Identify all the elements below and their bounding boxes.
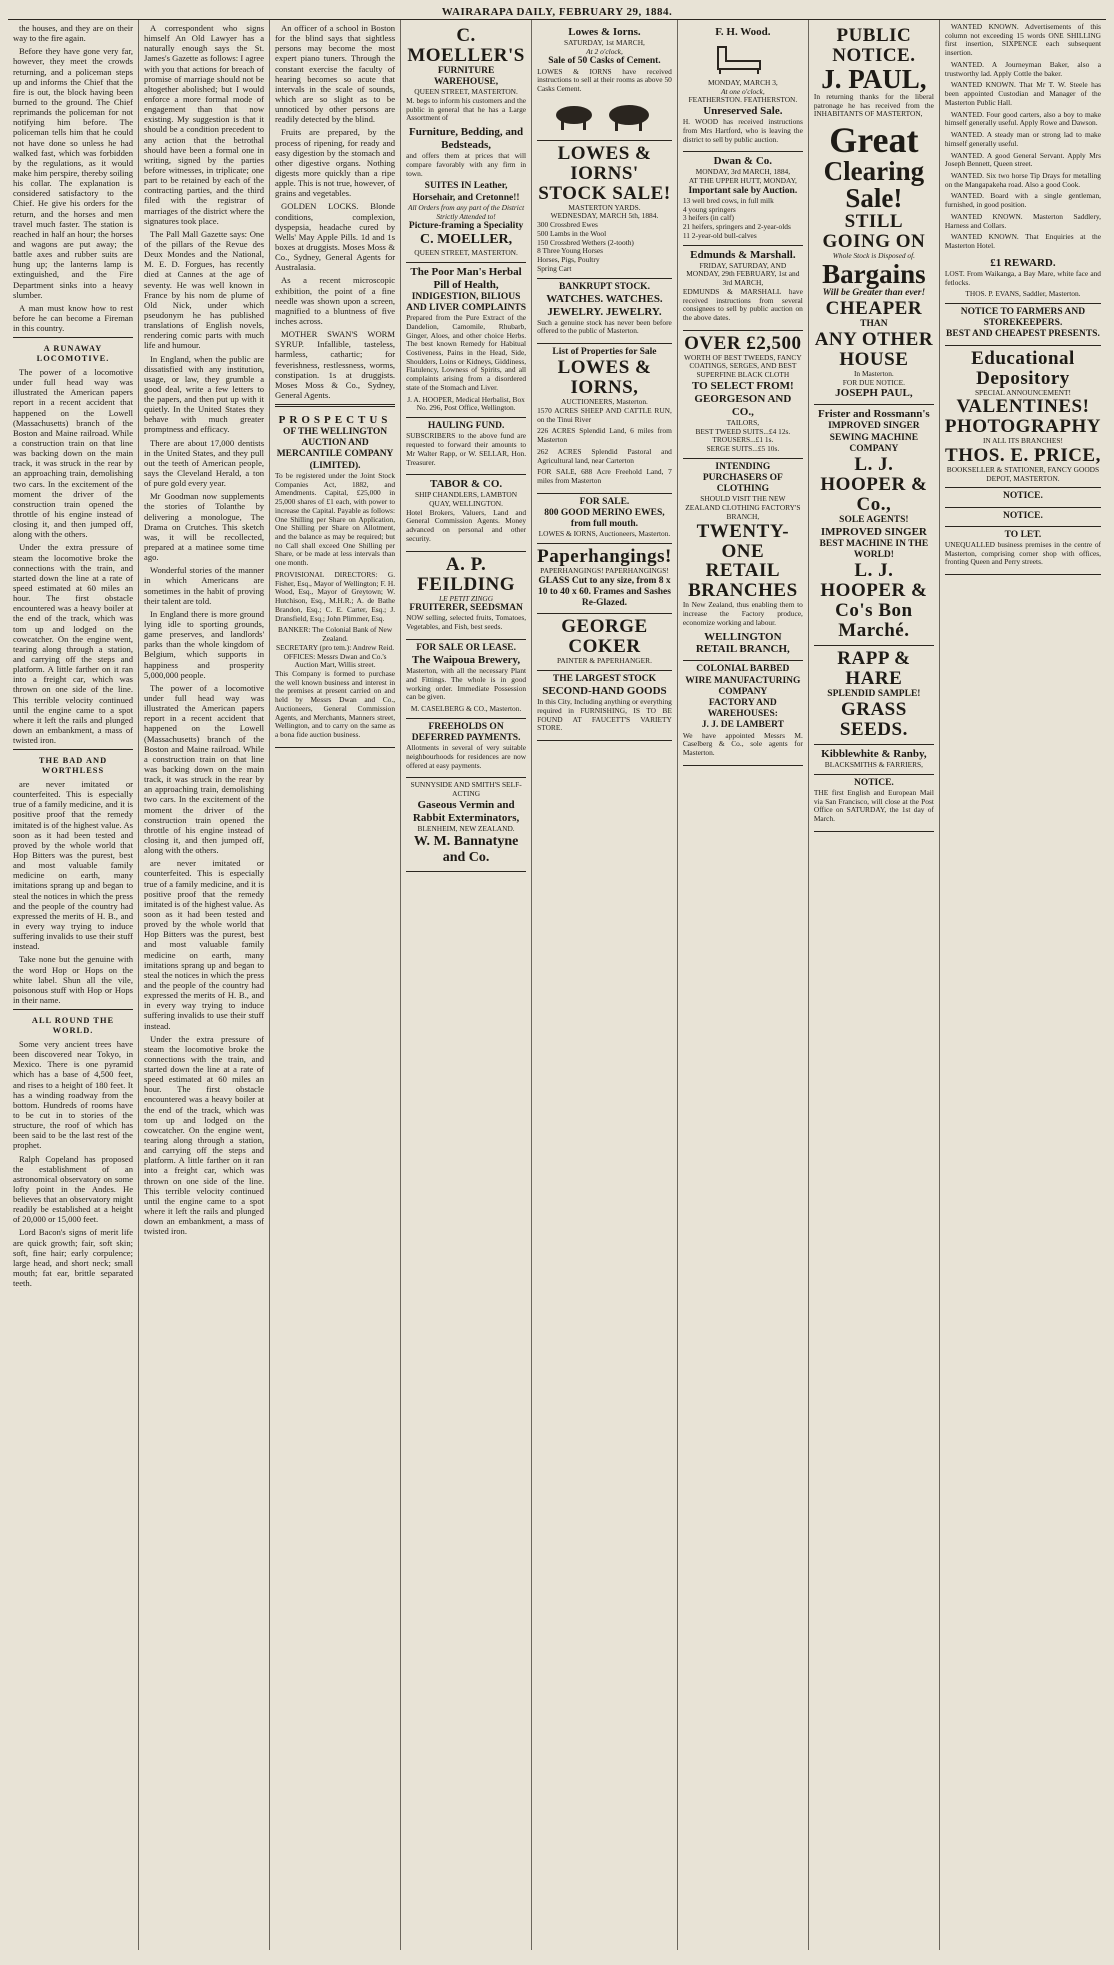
article-para: Lord Bacon's signs of merit life are quick growth; fair, soft skin; soft, fine hair; early corpulence; large head, and short neck; small mouth; fat ear, brittle separated teeth.	[13, 1227, 134, 1289]
article-para: Mr Goodman now supplements the stories of Tolanthe by delivering a monologue, The Drama on Crutches. This sketch was, it will be recollected, prepared at a matinee some time ago.	[144, 491, 265, 563]
lowes-heading: Lowes & Iorns.	[568, 26, 641, 38]
wanted-ad: WANTED KNOWN. Advertisements of this column not exceeding 15 words ONE SHILLING first insertion, SIXPENCE each subsequent insertion.	[944, 22, 1101, 58]
price-sub: BOOKSELLER & STATIONER, FANCY GOODS DEPOT, MASTERTON.	[946, 464, 1100, 483]
moeller-address2: QUEEN STREET, MASTERTON.	[414, 247, 518, 257]
wood-time: At one o'clock,	[721, 86, 765, 96]
wanted-ad: WANTED. Board with a single gentleman, furnished, in good position.	[944, 191, 1101, 210]
hooper-bon-marche: L. J. HOOPER & Co's Bon Marché.	[820, 560, 928, 642]
lambert-heading: J. J. DE LAMBERT	[701, 720, 784, 731]
georgeson-price: SERGE SUITS...£5 10s.	[706, 444, 780, 454]
paper-sub: PAPERHANGINGS! PAPERHANGINGS!	[540, 566, 669, 576]
lots-heading: List of Properties for Sale	[552, 347, 657, 358]
stock-item: 500 Lambs in the Wool	[537, 228, 607, 238]
stock-item: 8 Three Young Horses	[537, 246, 604, 256]
ad-tabor	[406, 475, 526, 551]
dwan-item: 4 young springers	[682, 204, 736, 214]
lots-by: LOWES & IORNS,	[557, 357, 652, 399]
ad-kibblewhite	[814, 745, 934, 775]
improved-singer: IMPROVED SINGER	[820, 525, 927, 538]
column-6	[678, 20, 809, 1950]
sale-heading: FOR SALE.	[579, 496, 630, 507]
stock-item: 150 Crossbred Wethers (2-tooth)	[537, 237, 634, 247]
let-text: UNEQUALLED business premises in the centre of Masterton, comprising corner shop with offices, fronting Queen and Perry streets.	[944, 539, 1101, 567]
georgeson-heading: GEORGESON AND CO.,	[694, 392, 792, 418]
stock-heading: LOWES & IORNS' STOCK SALE!	[538, 142, 671, 204]
reward-text: LOST. From Waikanga, a Bay Mare, white face and fetlocks.	[944, 268, 1101, 287]
farmers-heading: NOTICE TO FARMERS AND STOREKEEPERS.	[960, 307, 1086, 329]
purchasers-heading: INTENDING PURCHASERS OF CLOTHING	[702, 461, 783, 495]
ad-farmers-notice	[945, 304, 1101, 346]
georgeson-price: TROUSERS...£1 1s.	[712, 435, 774, 445]
ad-moeller	[406, 23, 526, 263]
prospectus-body: To be registered under the Joint Stock Companies Act, 1882, and Amendments. Capital, £25,000 in 25,000 shares of £1 each, with power to increase the Capital. Payable as follows: One Shilling per Share on Application, One Shilling per Share on Allotment, and the balance as may be required; but no Call shall exceed One Shilling per Share, or be made at less intervals than one month.	[275, 470, 396, 568]
ad-bankrupt-stock	[537, 279, 672, 345]
ad-edmunds-marshall	[683, 246, 803, 331]
ed-text: EDMUNDS & MARSHALL have received instructions from several consignees to sell by public auction on the above dates.	[682, 286, 803, 323]
kib-sub: BLACKSMITHS & FARRIERS,	[824, 759, 923, 769]
ad-rapp-hare	[814, 646, 934, 745]
dwan-item: 3 heifers (in calf)	[682, 213, 734, 223]
headline-all-round-world: ALL ROUND THE WORLD.	[31, 1016, 115, 1036]
article-para: The Pall Mall Gazette says: One of the pillars of the Revue des Deux Mondes and the National, M. E. D. Forgues, has recently died at Cannes at the age of seventy. He was well known in France by his nom de plume of Old Nick, under which pseudonym he has published translations of English novels, rendering comic parts with much life and humour.	[144, 228, 265, 351]
article-para: Fruits are prepared, by the process of ripening, for ready and easy digestion by the stomach and other digestive organs. Nothing digests more quickly than a ripe apple. This is not true, however, of grains and vegetables.	[275, 127, 396, 199]
lowes-date: SATURDAY, 1st MARCH,	[564, 37, 645, 47]
largest-sub: SECOND-HAND GOODS	[542, 685, 667, 698]
dwan-item: 21 heifers, springers and 2-year-olds	[682, 222, 791, 232]
sole-agents: SOLE AGENTS!	[839, 514, 909, 525]
notice3-heading: NOTICE.	[1003, 510, 1043, 521]
splendid-heading: SPLENDID SAMPLE!	[827, 688, 921, 699]
sunny-title: Gaseous Vermin and Rabbit Exterminators,	[412, 798, 520, 824]
wanted-ad: WANTED KNOWN. Masterton Saddlery, Harness and Collars.	[944, 211, 1101, 230]
dwan-place: AT THE UPPER HUTT, MONDAY,	[688, 176, 797, 186]
ad-reward	[945, 254, 1101, 304]
prospectus-banker: BANKER: The Colonial Bank of New Zealand.	[277, 625, 393, 644]
lots-item: 262 ACRES Splendid Pastoral and Agricultural land, near Carterton	[537, 446, 672, 465]
stock-item: 300 Crossbred Ewes	[537, 220, 598, 230]
ad-dwan	[683, 152, 803, 245]
article-para: are never imitated or counterfeited. This is especially true of a family medicine, and it is positive proof that the remedy imitated is of the highest value. As soon as it had been tested and proved by the whole world that Hop Bitters was the purest, best and most valuable family medicine on earth, many imitations sprang up and began to steal the notices in which the press and the people of the country had expressed the merits of H. B., and in every way trying to induce suffering invalids to use their stuff instead.	[13, 779, 134, 952]
dwan-sale: Important sale by Auction.	[688, 185, 798, 196]
lease-signature: M. CASELBERG & CO., Masterton.	[410, 704, 522, 714]
masthead	[8, 6, 1106, 20]
column-4	[401, 20, 532, 1950]
dwan-item: 11 2-year-old bull-calves	[682, 230, 757, 240]
prospectus-text: This Company is formed to purchase the well known business and interest in the premises at present carried on and held by Messrs Dwan and Co., Auctioneers, General Commission Agents, and Merchants, Manners street, Wellington, and to carry on the same as a bona fide auction business.	[275, 669, 396, 740]
moeller-text2: and offers them at prices that will compare favorably with any firm in town.	[406, 151, 527, 178]
article-para: A man must know how to rest before he can become a Fireman in this country.	[13, 302, 134, 334]
ad-brewery-lease	[406, 640, 526, 719]
lots-item: 1570 ACRES SHEEP AND CATTLE RUN, on the Tinui River	[537, 405, 672, 424]
prospectus-sub: OF THE WELLINGTON AUCTION AND MERCANTILE COMPANY (LIMITED).	[276, 427, 394, 471]
article-para: the houses, and they are on their way to the fire again.	[13, 23, 134, 44]
article-para: A correspondent who signs himself An Old Lawyer has a naturally enough says the St. James's Gazette as follows: I agree with you that actions for breach of promise of marriage should not be altogether abolished; but I would enforce a more formal mode of engagement than that now existing. My suggestion is that it should be a condition precedent to any action that the betrothal should have been a formal one in writing, signed by the parties before witnesses, in triplicate; one part to be retained by each of the contracting parties, and the third filed with the registrar of marriages of the district where the signatures took place.	[144, 23, 265, 226]
joseph-paul: JOSEPH PAUL,	[835, 387, 913, 400]
wanted-ad: WANTED. A steady man or strong lad to make himself generally useful.	[944, 130, 1101, 148]
purchasers-text: SHOULD VISIT THE NEW ZEALAND CLOTHING FACTORY'S BRANCH,	[685, 494, 801, 521]
feilding-sub: LE PETIT ZINGG	[439, 593, 494, 603]
article-para: In England there is more ground lying idle to sporting grounds, game preserves, and landlords' parks than the whole kingdom of Belgium, which supports in happiness and prosperity 5,000,000 people.	[144, 608, 265, 680]
feilding-trade: FRUITERER, SEEDSMAN	[409, 603, 523, 614]
wanted-ad: WANTED. A Journeyman Baker, also a trustworthy lad. Apply Cottle the baker.	[944, 59, 1101, 78]
column-5	[532, 20, 678, 1950]
wood-sale: Unreserved Sale.	[703, 105, 783, 118]
sale-text: 800 GOOD MERINO EWES, from full mouth.	[544, 508, 665, 530]
in-masterton: In Masterton.	[853, 368, 894, 378]
column-8	[940, 20, 1106, 1950]
whole-stock: Whole Stock is Disposed of.	[832, 250, 916, 260]
divider	[275, 404, 395, 407]
price-heading: THOS. E. PRICE,	[945, 444, 1101, 466]
sale-signature: LOWES & IORNS, Auctioneers, Masterton.	[538, 529, 671, 539]
georgeson-sub: TAILORS,	[726, 417, 760, 427]
ad-wood-featherston	[683, 23, 803, 152]
wanted-ad: WANTED KNOWN. That Mr T. W. Steele has been appointed Custodian and Manager of the Masterton Public Hall.	[944, 80, 1101, 107]
lowes-time: At 2 o'clock,	[586, 46, 623, 56]
columns	[8, 20, 1106, 1950]
dwan-item: 13 well bred cows, in full milk	[682, 195, 774, 205]
masthead-title: WAIRARAPA DAILY, FEBRUARY 29, 1884.	[441, 6, 673, 19]
let-heading: TO LET.	[1004, 529, 1042, 540]
bargains-heading: Bargains	[822, 258, 926, 289]
article-para: Some very ancient trees have been discovered near Tokyo, in Mexico. There is one pyramid which has a base of 4,500 feet, and rises to a height of 180 feet. It has a winding roadway from the bottom. Hundreds of rooms have to be cut in to stories of the structure, the roof of which has been said to be the last rest of the prophet.	[13, 1038, 134, 1151]
freehold-text: Allotments in several of very suitable neighbourhoods for residences are now offered at easy payments.	[406, 743, 527, 770]
moeller-pictures: Picture-framing a Speciality	[408, 221, 524, 232]
tabor-sub: SHIP CHANDLERS, LAMBTON QUAY, WELLINGTON.	[415, 490, 518, 508]
best-machine: BEST MACHINE IN THE WORLD!	[819, 538, 929, 561]
retail-text: In New Zealand, thus enabling them to increase the Factory produce, economize working and labour.	[682, 600, 803, 627]
ad-exterminators	[406, 778, 526, 871]
stock-item: Horses, Pigs, Poultry	[537, 255, 600, 265]
lots-item: FOR SALE, 688 Acre Freehold Land, 7 miles from Masterton	[537, 467, 672, 486]
pill-agent: J. A. HOOPER, Medical Herbalist, Box No. 296, Post Office, Wellington.	[407, 394, 525, 413]
sunny-heading: SUNNYSIDE AND SMITH'S SELF-ACTING	[410, 780, 522, 799]
divider	[13, 1009, 133, 1010]
stock-item: Spring Cart	[537, 263, 572, 273]
barbed-heading: COLONIAL BARBED WIRE MANUFACTURING COMPANY	[685, 664, 801, 697]
retail-heading: TWENTY-ONE RETAIL BRANCHES	[688, 520, 798, 602]
dwan-heading: Dwan & Co.	[713, 155, 773, 168]
feilding-heading: A. P. FEILDING	[417, 553, 516, 595]
pill-text: Prepared from the Pure Extract of the Dandelion, Camomile, Rhubarb, Ginger, Aloes, and other choice Herbs. The best known Remedy for Habitual Costiveness, Pains in the Head, Side, Shoulders, Loins or Kidneys, Giddiness, Flatulency, Lowness of Spirits, and all complaints arising from a disordered state of the Stomach and Liver.	[406, 313, 527, 392]
reward-heading: £1 REWARD.	[990, 256, 1056, 269]
clearing-heading: Clearing Sale!	[823, 156, 925, 214]
hauling-heading: HAULING FUND.	[427, 421, 505, 432]
cement-heading: Sale of 50 Casks of Cement.	[548, 56, 661, 67]
moeller-address: QUEEN STREET, MASTERTON.	[414, 87, 518, 97]
prospectus-secretary: SECRETARY (pro tem.): Andrew Reid.	[275, 642, 395, 652]
ad-coker	[537, 614, 672, 671]
grass-heading: GRASS SEEDS.	[839, 699, 908, 741]
kib-heading: Kibblewhite & Ranby,	[821, 748, 927, 761]
article-para: Before they have gone very far, however, they meet the crowds returning, and a policeman steps up and informs the Chief that the fire is out, the block having been burned to the ground. The Chief reprimands the policeman for not notifying him before. The policeman tells him that he could not have done so unless he had walked fast, which was forbidden by the regulations, as it would make him perspire, thereby soiling his collar. The explanation is considered satisfactory to the Chief. He give his orders for the return, and the horses and men travel much faster. The station is reached in half an hour; the horses and wagons are put away; the battle axes and rubber suits are hung up; the lanterns lamp is extinguished, and the Fire Department sinks into a heavy slumber.	[13, 46, 134, 300]
public-notice-heading: PUBLIC NOTICE.	[832, 25, 916, 66]
ad-barbed-wire	[683, 661, 803, 765]
dwan-date: MONDAY, 3rd MARCH, 1884,	[695, 167, 791, 177]
paul-heading: J. PAUL,	[821, 63, 927, 94]
moeller-heading: C. MOELLER'S	[407, 25, 525, 66]
coker-sub: PAINTER & PAPERHANGER.	[557, 656, 652, 666]
article-para: Under the extra pressure of steam the locomotive broke the connections with the train, and started down the line at a rate of speed estimated at 60 miles an hour. The first obstacle encountered was a heavy boiler at the end of the track, which was tom up and lodged on the cowcatcher. On the engine went, tearing along through a station, and carrying off the steps and platform. A little farther on it ran into a freight car, which was thrown on one side of the line. This terrible velocity continued until the engine came to a spot where it left the rails and plunged down an embankment, a mass of twisted iron.	[144, 1033, 265, 1237]
watch-text: Such a genuine stock has never been before offered to the public of Masterton.	[537, 317, 672, 336]
notice-text: THE first English and European Mail via San Francisco, will close at the Post Office on SATURDAY, the 1st day of March.	[813, 787, 934, 824]
frister-heading: Frister and Rossmann's	[818, 408, 930, 421]
feilding-text: NOW selling, selected fruits, Tomatoes, Vegetables, and Fish, best seeds.	[406, 613, 527, 632]
ad-merino-sale	[537, 494, 672, 544]
article-para: are never imitated or counterfeited. This is especially true of a family medicine, and it is positive proof that the remedy imitated is of the highest value. As soon as it had been tested and proved by the whole world that Hop Bitters was the purest, best and most valuable family medicine on earth, many imitations sprang up and began to steal the notices in which the press and the people of the country had expressed the merits of H. B., and in every way trying to induce suffering invalids to use their stuff instead.	[144, 858, 265, 1031]
ad-clothing-factory	[683, 459, 803, 662]
pill-sub: INDIGESTION, BILIOUS AND LIVER COMPLAINTS	[406, 291, 526, 313]
lease-text: Masterton, with all the necessary Plant and Fittings. The whole is in good working order. Immediate Possession can be given.	[406, 666, 527, 702]
largest-heading: THE LARGEST STOCK	[552, 674, 657, 685]
chair-cut-icon	[708, 43, 778, 75]
jewel-heading: JEWELRY. JEWELRY.	[547, 305, 662, 318]
ad-stock-sale	[537, 141, 672, 279]
lease-title: The Waipoua Brewery,	[412, 654, 521, 667]
moeller-text: M. begs to inform his customers and the public in general that he has a Large Assortment of	[406, 96, 527, 123]
photography-heading: PHOTOGRAPHY	[944, 416, 1101, 438]
article-para: An officer of a school in Boston for the blind says that sightless persons may become the most expert piano tuners. Through the constant exercise the faculty of hearing becomes so acute that intervals in the scale of sounds, which are so slight as to be unnoticed by other persons are readily detected by the blind.	[275, 23, 396, 125]
prospectus-heading: PROSPECTUS	[278, 414, 392, 427]
glass-text: GLASS Cut to any size, from 8 x 10 to 40 x 60. Frames and Sashes Re-Glazed.	[537, 575, 671, 609]
wanted-ad: WANTED. A good General Servant. Apply Mrs Joseph Bennett, Queen street.	[944, 150, 1101, 169]
article-para: Take none but the genuine with the word Hop or Hops on the white label. Shun all the vile, poisonous stuff with Hop or Hops in their name.	[13, 954, 134, 1005]
ad-feilding	[406, 552, 526, 640]
ad-sewing-machine	[814, 405, 934, 646]
column-2	[139, 20, 270, 1950]
lots-sub: AUCTIONEERS, Masterton.	[561, 397, 648, 407]
tabor-heading: TABOR & CO.	[429, 478, 503, 491]
divider	[13, 337, 133, 338]
cheaper-heading: CHEAPER	[825, 297, 923, 319]
article-para: In England, when the public are dissatisfied with any institution, usage, or law, they grumble a good deal, write a few letters to the papers, and then put up with it quietly. In the United States they behave with much greater promptness and efficacy.	[144, 353, 265, 435]
divider	[13, 749, 133, 750]
wood-date: MONDAY, MARCH 3,	[707, 77, 778, 87]
moeller-sub: FURNITURE WAREHOUSE,	[434, 65, 499, 88]
ad-mail-notice	[814, 775, 934, 832]
ad-freeholds	[406, 719, 526, 779]
pill-heading: The Poor Man's Herbal Pill of Health,	[410, 265, 522, 291]
ad-georgeson	[683, 331, 803, 459]
headline-bad-worthless: THE BAD AND WORTHLESS	[38, 756, 108, 776]
wood-text: H. WOOD has received instructions from Mrs Hartford, who is leaving the district to sell by public auction.	[682, 117, 803, 144]
article-para: Ralph Copeland has proposed the establishment of an astronomical observatory on some lofty point in the Andes. He believes that an observatory might readily be established at a height of 20,000 or 15,000 feet.	[13, 1153, 134, 1225]
article-para: The power of a locomotive under full head way was illustrated the American papers report in a recent accident that happened on the Lowell (Massachusetts) branch of the Boston and Maine railroad. While a construction train on that line was backing down on the main track, it was struck in the rear by an approaching train, demolishing two cars. In the excitement of the moment the driver of the construction train opened the throttle of his engine instead of closing it, and then jumped off, along with the others.	[13, 367, 134, 540]
moeller-items: Furniture, Bedding, and Bedsteads,	[409, 126, 524, 152]
ed-date: FRIDAY, SATURDAY, AND MONDAY, 29th FEBRUARY, 1st and 3rd MARCH,	[686, 260, 800, 288]
ad-properties	[537, 344, 672, 494]
ad-paperhangings	[537, 544, 672, 614]
select-heading: TO SELECT FROM!	[692, 379, 794, 392]
factory-heading: FACTORY AND WAREHOUSES:	[707, 698, 778, 720]
going-heading: STILL GOING ON	[822, 211, 926, 253]
other-house: ANY OTHER HOUSE	[814, 329, 934, 370]
reward-signature: THOS. P. EVANS, Saddler, Masterton.	[965, 289, 1081, 299]
due-notice: FOR DUE NOTICE.	[842, 377, 905, 387]
article-para: The power of a locomotive under full head way was illustrated the American papers report in a recent accident that happened on the Lowell (Massachusetts) branch of the Boston and Maine railroad. While a construction train on that line was backing down on the main track, it was struck in the rear by an approaching train, demolishing two cars. In the excitement of the moment the driver of the construction train opened the throttle of his engine instead of closing it, and then jumped off, along with the others.	[144, 682, 265, 856]
lease-heading: FOR SALE OR LEASE.	[416, 642, 516, 653]
wanted-ad: WANTED. Four good carters, also a boy to make himself generally useful. Apply Rowe and Dawson.	[944, 109, 1101, 128]
wanted-ad: WANTED KNOWN. That Enquiries at the Masterton Hotel.	[944, 232, 1101, 251]
stock-date: WEDNESDAY, MARCH 5th, 1884.	[550, 211, 659, 221]
ad-educational	[945, 346, 1101, 489]
wellington-branch: WELLINGTON RETAIL BRANCH,	[695, 630, 790, 656]
lambert-text: We have appointed Messrs M. Caselberg & Co., sole agents for Masterton.	[682, 730, 803, 758]
paper-heading: Paperhangings!	[537, 546, 672, 568]
ad-second-hand	[537, 671, 672, 741]
headline-runaway-locomotive: A RUNAWAY LOCOMOTIVE.	[36, 344, 110, 364]
georgeson-price: BEST TWEED SUITS...£4 12s.	[695, 426, 791, 436]
article-para: GOLDEN LOCKS. Blonde conditions, complexion, dyspepsia, headache cured by Wells' May Apple Pills. 1d and 1s boxes at druggists. Moses Moss & Co., Sydney, General Agents for Australasia.	[275, 201, 396, 273]
tabor-text: Hotel Brokers, Valuers, Land and General Commission Agents. Money advanced on personal and other security.	[406, 507, 527, 543]
notice2-heading: NOTICE.	[1003, 491, 1043, 502]
rapp-heading: RAPP & HARE	[837, 648, 911, 689]
article-para: There are about 17,000 dentists in the United States, and they pull out the teeth of American people, says the Cleveland Herald, a ton of pure gold every year.	[144, 437, 265, 489]
prospectus-offices: OFFICES: Messrs Dwan and Co.'s Auction Mart, Willis street.	[283, 651, 387, 670]
coker-heading: GEORGE COKER	[561, 616, 648, 658]
hauling-text: SUBSCRIBERS to the above fund are requested to forward their amounts to Mr Walter Rapp, or W. SELLAR, Hon. Treasurer.	[406, 431, 527, 467]
ad-to-let	[945, 527, 1101, 575]
stock-location: MASTERTON YARDS.	[568, 202, 641, 212]
sunny-address: BLENHEIM, NEW ZEALAND.	[417, 823, 515, 833]
column-7	[809, 20, 940, 1950]
ad-prospectus	[275, 411, 395, 748]
watch-heading: WATCHES. WATCHES.	[546, 292, 663, 305]
hooper-heading: L. J. HOOPER & Co.,	[820, 453, 928, 515]
ad-hauling	[406, 418, 526, 475]
article-para: Under the extra pressure of steam the locomotive broke the connections with the train, and started down the line at a rate of speed estimated at 60 miles an hour. The first obstacle encountered was a heavy boiler at the end of the track, which was tom up and lodged on the cowcatcher. On the engine went, tearing along through a station, and carrying off the steps and platform. A little farther on it ran into a freight car, which was thrown on one side of the line. This terrible velocity continued until the engine came to a spot where it left the rails and plunged down an embankment, a mass of twisted iron.	[13, 542, 134, 746]
moeller-suites: SUITES IN Leather, Horsehair, and Cretonne!!	[412, 181, 520, 203]
prospectus-directors: PROVISIONAL DIRECTORS: G. Fisher, Esq., Mayor of Wellington; F. H. Wood, Esq., Mayor of Greytown; W. Hutchison, Esq., M.H.R.; A. de Bathe Brandon, Esq.; C. E. Carter, Esq.; J. Dransfield, Esq.; John Plimmer, Esq.	[275, 569, 396, 623]
column-3	[270, 20, 401, 1950]
greater-text: Will be Greater than ever!	[822, 287, 926, 298]
moeller-signature: C. MOELLER,	[419, 232, 513, 248]
sunny-signature: W. M. Bannatyne and Co.	[413, 833, 519, 866]
edu-sub: SPECIAL ANNOUNCEMENT!	[974, 387, 1071, 397]
moeller-orders: All Orders from any part of the District Strictly Attended to!	[407, 202, 525, 221]
over-text: WORTH OF BEST TWEEDS, FANCY COATINGS, SERGES, AND BEST SUPERFINE BLACK CLOTH	[684, 352, 802, 380]
ad-paul-clearing-sale	[814, 23, 934, 405]
article-para: MOTHER SWAN'S WORM SYRUP. Infallible, tasteless, harmless, cathartic; for feverishness, restlessness, worms, constipation. 1s at druggists. Moses Moss & Co., Sydney, General Agents.	[275, 329, 396, 400]
wanted-ad: WANTED. Six two horse Tip Drays for metalling on the Mangapakeha road. Also a good Cook.	[944, 171, 1101, 189]
bankrupt-heading: BANKRUPT STOCK.	[558, 281, 650, 292]
ad-notice-2	[945, 488, 1101, 507]
than-text: THAN	[860, 318, 888, 329]
paul-text: In returning thanks for the liberal patronage he has received from the INHABITANTS OF MASTERTON,	[813, 91, 934, 119]
ed-heading: Edmunds & Marshall.	[690, 248, 796, 261]
lots-item: 226 ACRES Splendid Land, 6 miles from Masterton	[537, 426, 672, 445]
edu-heading: Educational Depository	[971, 347, 1075, 389]
photography-sub: IN ALL ITS BRANCHES!	[982, 436, 1063, 446]
wood-heading: F. H. Wood.	[715, 26, 771, 38]
notice-heading: NOTICE.	[853, 777, 894, 788]
over-heading: OVER £2,500	[684, 332, 802, 354]
ad-lowes-cement	[537, 23, 672, 141]
wood-place: FEATHERSTON. FEATHERSTON.	[688, 95, 798, 105]
freehold-heading: FREEHOLDS ON DEFERRED PAYMENTS.	[411, 721, 521, 743]
article-para: As a recent microscopic exhibition, the point of a fine needle was shown upon a screen, magnified to a bluntness of five inches across.	[275, 275, 396, 326]
article-para: Wonderful stories of the manner in which Americans are sometimes in the habit of proving their talent are told.	[144, 565, 265, 606]
ad-notice-3	[945, 508, 1101, 527]
column-1	[8, 20, 139, 1950]
best-presents: BEST AND CHEAPEST PRESENTS.	[946, 329, 1100, 340]
cement-text: LOWES & IORNS have received instructions to sell at their rooms as above 50 Casks Cement.	[537, 66, 672, 94]
livestock-cut-icon	[549, 98, 659, 132]
largest-text: In this City, Including anything or everything required in FURNISHING, IS TO BE FOUND AT FAUCETT'S VARIETY STORE.	[537, 697, 672, 733]
valentines-heading: VALENTINES!	[956, 396, 1090, 418]
great-heading: Great	[829, 120, 919, 161]
ad-pills	[406, 263, 526, 418]
improved-heading: IMPROVED SINGER SEWING MACHINE COMPANY	[828, 421, 920, 454]
